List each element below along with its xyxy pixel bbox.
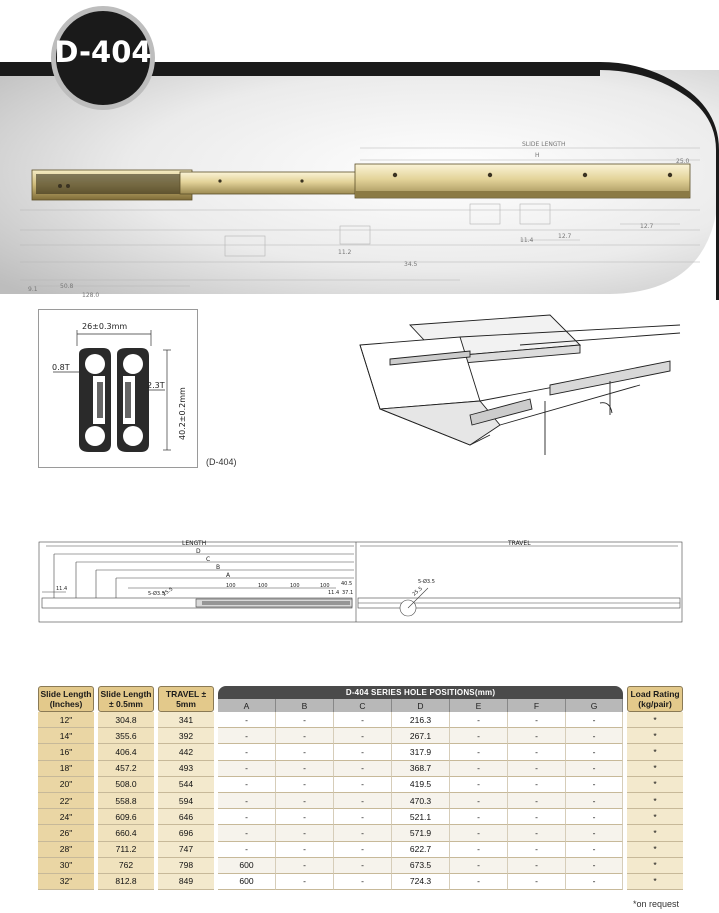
cell-slide-mm: 406.4 (98, 744, 154, 760)
cell-slide-mm: 711.2 (98, 842, 154, 858)
cell-travel: 849 (158, 874, 214, 890)
cell-hole-d: 521.1 (392, 809, 450, 825)
dim-value: 100 (320, 583, 330, 589)
cell-hole-e: - (450, 728, 508, 744)
cell-hole-g: - (566, 842, 623, 858)
profile-width-label: 26±0.3mm (82, 322, 128, 331)
cell-hole-e: - (450, 777, 508, 793)
cell-hole-e: - (450, 809, 508, 825)
cell-hole-d: 216.3 (392, 712, 450, 728)
cell-hole-c: - (334, 744, 392, 760)
cell-slide-mm: 660.4 (98, 825, 154, 841)
cell-travel: 341 (158, 712, 214, 728)
cell-hole-d: 368.7 (392, 761, 450, 777)
profile-thickness-a-label: 0.8T (52, 363, 70, 372)
table-row (38, 874, 683, 890)
cell-hole-c: - (334, 761, 392, 777)
cell-hole-b: - (276, 809, 334, 825)
dim-value: 100 (290, 583, 300, 589)
table-row (38, 858, 683, 874)
cell-hole-g: - (566, 809, 623, 825)
table-row (38, 744, 683, 760)
cell-hole-d: 317.9 (392, 744, 450, 760)
cell-hole-e: - (450, 842, 508, 858)
header-slide-length-inches: Slide Length (Inches) (38, 686, 94, 712)
cell-hole-f: - (508, 712, 566, 728)
dim-letter: B (216, 564, 221, 571)
cell-hole-c: - (334, 874, 392, 890)
cell-hole-d: 622.7 (392, 842, 450, 858)
cell-hole-e: - (450, 712, 508, 728)
cell-hole-b: - (276, 793, 334, 809)
cell-slide-mm: 508.0 (98, 777, 154, 793)
cell-hole-a: - (218, 825, 276, 841)
travel-label: TRAVEL (508, 540, 531, 547)
dim-letter: D (196, 548, 201, 555)
cell-hole-d: 419.5 (392, 777, 450, 793)
cell-hole-d: 673.5 (392, 858, 450, 874)
cell-travel: 442 (158, 744, 214, 760)
header-hole-f: F (508, 699, 566, 712)
cell-slide-mm: 609.6 (98, 809, 154, 825)
header-hole-d: D (392, 699, 450, 712)
cell-travel: 646 (158, 809, 214, 825)
cell-hole-b: - (276, 825, 334, 841)
travel-hole-callout: 5-Ø3.5 (418, 579, 435, 585)
cell-load-rating: * (627, 761, 683, 777)
cell-travel: 798 (158, 858, 214, 874)
drawing-dim-label: 34.5 (404, 261, 418, 268)
cell-hole-b: - (276, 728, 334, 744)
dim-value: 11.4 (328, 590, 340, 596)
cell-hole-g: - (566, 728, 623, 744)
drawing-dim-label: 50.8 (60, 283, 74, 290)
cell-hole-a: 600 (218, 858, 276, 874)
cell-travel: 544 (158, 777, 214, 793)
drawing-dim-label: 11.4 (520, 237, 534, 244)
cell-hole-e: - (450, 793, 508, 809)
cell-load-rating: * (627, 728, 683, 744)
header-hole-g: G (566, 699, 623, 712)
cell-hole-c: - (334, 842, 392, 858)
header-hole-c: C (334, 699, 392, 712)
drawing-dim-label: 9.1 (28, 286, 38, 293)
cell-hole-a: - (218, 728, 276, 744)
cell-slide-mm: 304.8 (98, 712, 154, 728)
cell-hole-b: - (276, 712, 334, 728)
dim-letter: A (226, 572, 231, 579)
cell-hole-g: - (566, 744, 623, 760)
cell-hole-f: - (508, 793, 566, 809)
cell-load-rating: * (627, 744, 683, 760)
cell-slide-inches: 18" (38, 761, 94, 777)
dim-value: 11.4 (56, 586, 68, 592)
cell-hole-g: - (566, 712, 623, 728)
cell-hole-b: - (276, 858, 334, 874)
cell-hole-f: - (508, 728, 566, 744)
cell-slide-inches: 26" (38, 825, 94, 841)
cell-load-rating: * (627, 793, 683, 809)
drawing-dim-label: 128.0 (82, 292, 100, 299)
cell-travel: 493 (158, 761, 214, 777)
table-row (38, 761, 683, 777)
cell-load-rating: * (627, 858, 683, 874)
cell-hole-d: 724.3 (392, 874, 450, 890)
cell-hole-a: - (218, 761, 276, 777)
cell-slide-inches: 12" (38, 712, 94, 728)
dim-value: 100 (258, 583, 268, 589)
cell-slide-inches: 22" (38, 793, 94, 809)
model-badge-title: D-404 (54, 35, 152, 69)
cell-slide-inches: 14" (38, 728, 94, 744)
cell-hole-g: - (566, 825, 623, 841)
header-slide-length-mm: Slide Length ± 0.5mm (98, 686, 154, 712)
travel-dim-value: 25.5 (411, 585, 424, 598)
dim-value: 40.5 (341, 581, 353, 587)
header-hole-a: A (218, 699, 276, 712)
cell-travel: 747 (158, 842, 214, 858)
cell-hole-e: - (450, 761, 508, 777)
drawer-installation-illustration (350, 305, 690, 455)
profile-caption: (D-404) (206, 457, 237, 467)
header-hole-b: B (276, 699, 334, 712)
drawing-h-label: H (535, 152, 540, 159)
cell-slide-mm: 558.8 (98, 793, 154, 809)
cell-hole-b: - (276, 777, 334, 793)
cell-hole-b: - (276, 744, 334, 760)
table-row (38, 842, 683, 858)
cell-load-rating: * (627, 842, 683, 858)
cell-hole-d: 267.1 (392, 728, 450, 744)
cell-hole-g: - (566, 874, 623, 890)
cell-hole-f: - (508, 842, 566, 858)
cell-load-rating: * (627, 825, 683, 841)
dim-value: 37.1 (342, 590, 354, 596)
cell-hole-a: - (218, 842, 276, 858)
cell-hole-c: - (334, 728, 392, 744)
header-hole-e: E (450, 699, 508, 712)
cell-load-rating: * (627, 809, 683, 825)
cell-hole-a: - (218, 712, 276, 728)
drawing-slide-length-label: SLIDE LENGTH (522, 141, 566, 148)
technical-dimension-drawing (36, 536, 684, 632)
cell-slide-mm: 457.2 (98, 761, 154, 777)
profile-thickness-b-label: 2.3T (147, 381, 165, 390)
cell-load-rating: * (627, 777, 683, 793)
cell-hole-f: - (508, 744, 566, 760)
cell-hole-g: - (566, 777, 623, 793)
table-row (38, 777, 683, 793)
dim-letter: C (206, 556, 211, 563)
cell-load-rating: * (627, 874, 683, 890)
cell-travel: 594 (158, 793, 214, 809)
drawing-dim-label: 12.7 (640, 223, 654, 230)
cell-hole-a: - (218, 793, 276, 809)
table-row (38, 809, 683, 825)
cell-hole-a: 600 (218, 874, 276, 890)
cell-slide-mm: 762 (98, 858, 154, 874)
cell-hole-d: 571.9 (392, 825, 450, 841)
header-travel: TRAVEL ± 5mm (158, 686, 214, 712)
cell-hole-c: - (334, 777, 392, 793)
cell-travel: 696 (158, 825, 214, 841)
on-request-note: *on request (632, 899, 679, 909)
cell-hole-g: - (566, 793, 623, 809)
cell-hole-e: - (450, 825, 508, 841)
header-hole-positions: D-404 SERIES HOLE POSITIONS(mm) (218, 686, 623, 699)
cell-hole-e: - (450, 874, 508, 890)
cell-hole-e: - (450, 744, 508, 760)
table-row (38, 793, 683, 809)
cell-hole-d: 470.3 (392, 793, 450, 809)
cell-load-rating: * (627, 712, 683, 728)
hole-callout: 5-Ø3.5 (148, 591, 165, 597)
cell-hole-c: - (334, 793, 392, 809)
dim-value: 25.5 (161, 586, 175, 598)
cell-hole-b: - (276, 842, 334, 858)
profile-height-label: 40.2±0.2mm (178, 387, 187, 440)
cell-hole-a: - (218, 744, 276, 760)
cell-travel: 392 (158, 728, 214, 744)
cell-hole-f: - (508, 809, 566, 825)
cell-hole-c: - (334, 858, 392, 874)
cell-hole-b: - (276, 874, 334, 890)
cell-slide-inches: 30" (38, 858, 94, 874)
cell-slide-inches: 24" (38, 809, 94, 825)
cell-hole-c: - (334, 712, 392, 728)
cell-slide-inches: 28" (38, 842, 94, 858)
profile-cross-section (38, 309, 198, 468)
header-load-rating: Load Rating (kg/pair) (627, 686, 683, 712)
cell-hole-f: - (508, 858, 566, 874)
cell-slide-mm: 355.6 (98, 728, 154, 744)
cell-hole-c: - (334, 809, 392, 825)
drawing-dim-label: 12.7 (558, 233, 572, 240)
hero-section (0, 0, 719, 300)
cell-hole-g: - (566, 858, 623, 874)
cell-hole-c: - (334, 825, 392, 841)
drawing-dim-label: 25.0 (676, 158, 690, 165)
cell-hole-a: - (218, 777, 276, 793)
table-row (38, 712, 683, 728)
cell-slide-inches: 16" (38, 744, 94, 760)
cell-hole-e: - (450, 858, 508, 874)
cell-hole-f: - (508, 825, 566, 841)
length-label: LENGTH (182, 540, 207, 547)
cell-slide-inches: 20" (38, 777, 94, 793)
cell-slide-mm: 812.8 (98, 874, 154, 890)
cell-hole-f: - (508, 874, 566, 890)
spec-table (38, 686, 683, 890)
cell-hole-f: - (508, 777, 566, 793)
profile-drawing (39, 310, 197, 467)
table-row (38, 825, 683, 841)
cell-hole-b: - (276, 761, 334, 777)
cell-hole-f: - (508, 761, 566, 777)
cell-slide-inches: 32" (38, 874, 94, 890)
cell-hole-a: - (218, 809, 276, 825)
drawing-dim-label: 11.2 (338, 249, 352, 256)
table-row (38, 728, 683, 744)
cell-hole-g: - (566, 761, 623, 777)
dim-value: 100 (226, 583, 236, 589)
